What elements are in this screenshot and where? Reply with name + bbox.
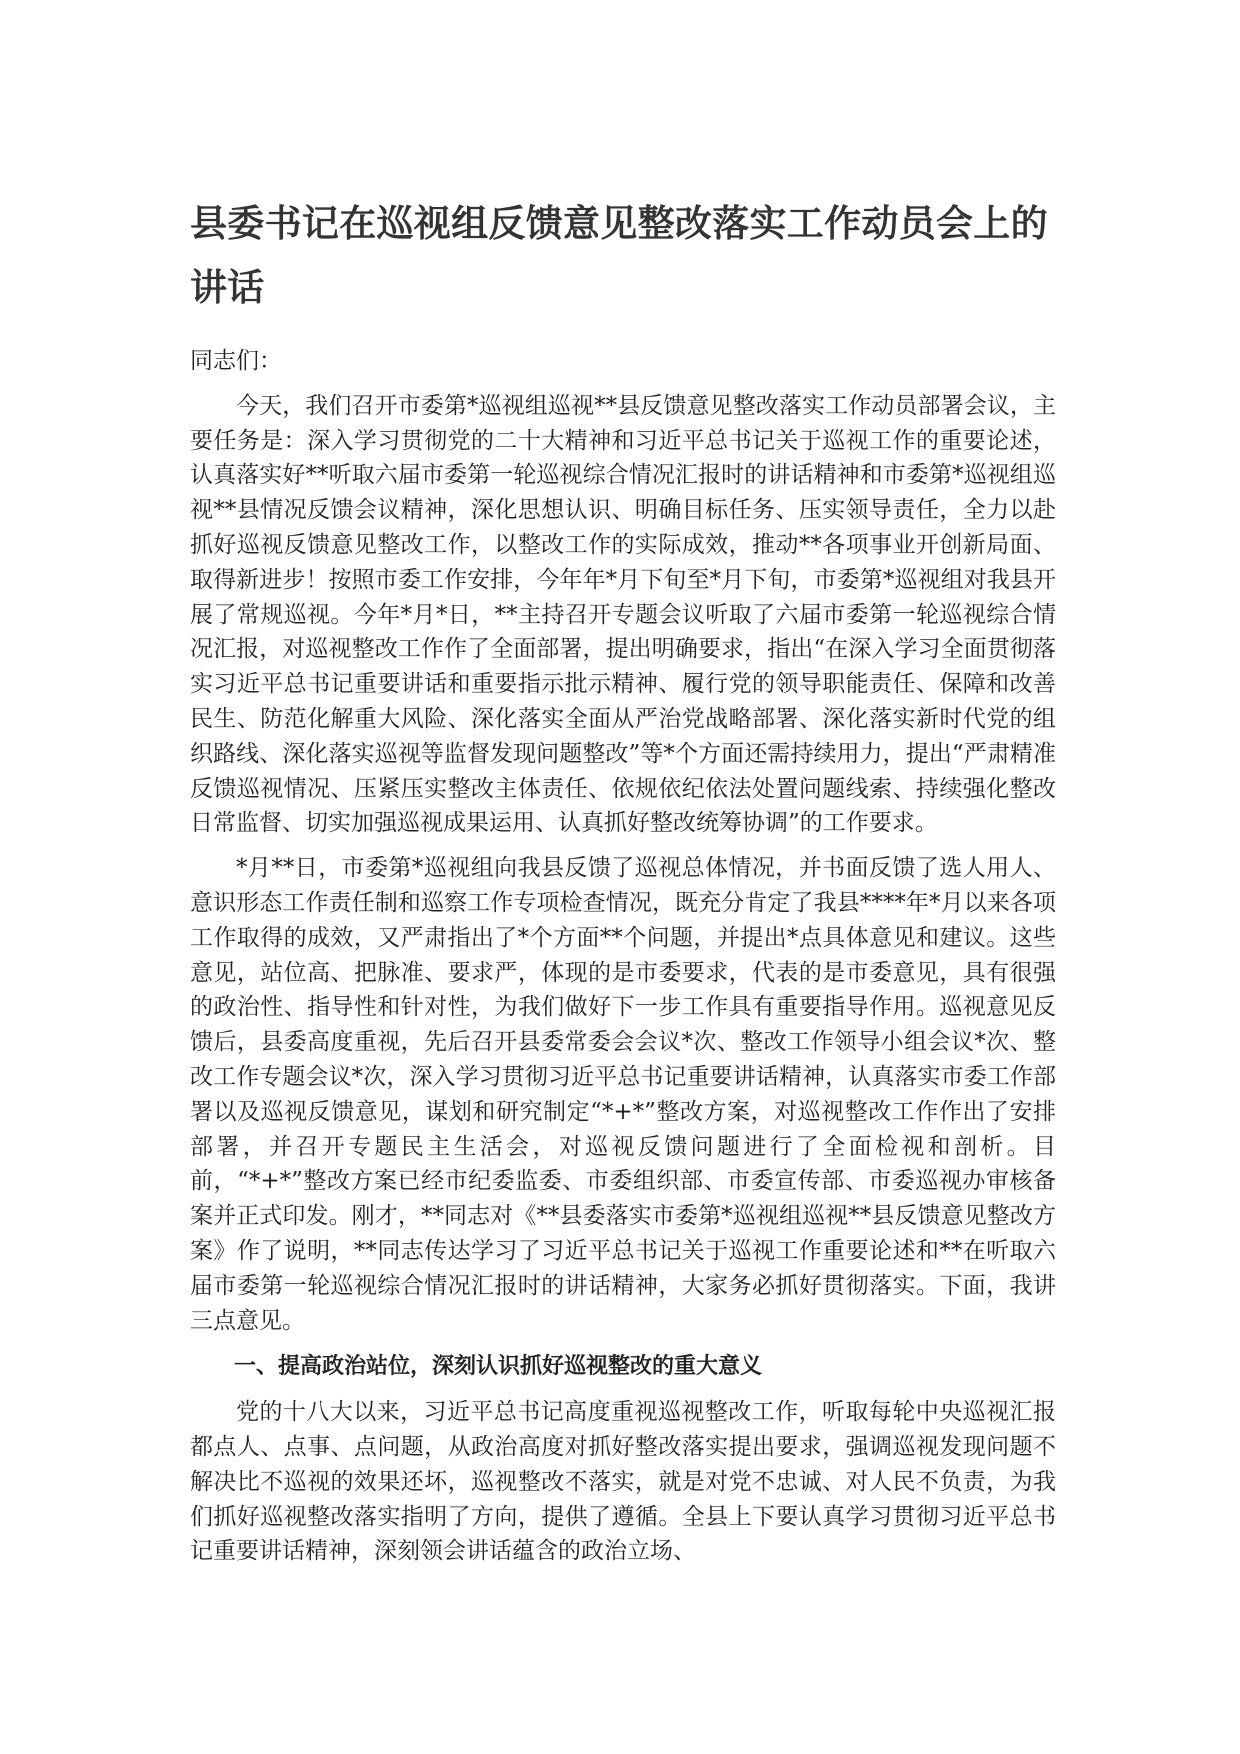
- paragraph-opening: 今天，我们召开市委第*巡视组巡视**县反馈意见整改落实工作动员部署会议，主要任务是：深入学习贯彻党的二十大精神和习近平总书记关于巡视工作的重要论述，认真落实好**听取六届市委第一轮巡视综合情况汇报时的讲话精神和市委第*巡视组巡视**县情况反馈会议精神，深化思想认识、明确目标任务、压实领导责任，全力以赴抓好巡视反馈意见整改工作，以整改工作的实际成效，推动**各项事业开创新局面、取得新进步！按照市委工作安排，今年年*月下旬至*月下旬，市委第*巡视组对我县开展了常规巡视。今年*月*日，**主持召开专题会议听取了六届市委第一轮巡视综合情况汇报，对巡视整改工作作了全面部署，提出明确要求，指出“在深入学习全面贯彻落实习近平总书记重要讲话和重要指示批示精神、履行党的领导职能责任、保障和改善民生、防范化解重大风险、深化落实全面从严治党战略部署、深化落实新时代党的组织路线、深化落实巡视等监督发现问题整改”等*个方面还需持续用力，提出“严肃精准反馈巡视情况、压紧压实整改主体责任、依规依纪依法处置问题线索、持续强化整改日常监督、切实加强巡视成果运用、认真抓好整改统筹协调”的工作要求。: [190, 392, 1056, 837]
- paragraph-feedback: *月**日，市委第*巡视组向我县反馈了巡视总体情况，并书面反馈了选人用人、意识形态工作责任制和巡察工作专项检查情况，既充分肯定了我县****年*月以来各项工作取得的成效，又严肃指出了*个方面**个问题，并提出*点具体意见和建议。这些意见，站位高、把脉准、要求严，体现的是市委要求，代表的是市委意见，具有很强的政治性、指导性和针对性，为我们做好下一步工作具有重要指导作用。巡视意见反馈后，县委高度重视，先后召开县委常委会会议*次、整改工作领导小组会议*次、整改工作专题会议*次，深入学习贯彻习近平总书记重要讲话精神，认真落实市委工作部署以及巡视反馈意见，谋划和研究制定“*+*”整改方案，对巡视整改工作作出了安排部署，并召开专题民主生活会，对巡视反馈问题进行了全面检视和剖析。目前，“*+*”整改方案已经市纪委监委、市委组织部、市委宣传部、市委巡视办审核备案并正式印发。刚才，**同志对《**县委落实市委第*巡视组巡视**县反馈意见整改方案》作了说明，**同志传达学习了习近平总书记关于巡视工作重要论述和**在听取六届市委第一轮巡视综合情况汇报时的讲话精神，大家务必抓好贯彻落实。下面，我讲三点意见。: [190, 855, 1057, 1334]
- document-page: [190, 192, 1056, 1569]
- section-heading-1: 一、提高政治站位，深刻认识抓好巡视整改的重大意义: [234, 1354, 763, 1380]
- salutation: 同志们：: [190, 348, 282, 374]
- document-title: 县委书记在巡视组反馈意见整改落实工作动员会上的讲话: [190, 202, 1048, 309]
- paragraph-section-1: 党的十八大以来，习近平总书记高度重视巡视整改工作，听取每轮中央巡视汇报都点人、点事、点问题，从政治高度对抓好整改落实提出要求，强调巡视发现问题不解决比不巡视的效果还坏，巡视整改不落实，就是对党不忠诚、对人民不负责，为我们抓好巡视整改落实指明了方向，提供了遵循。全县上下要认真学习贯彻习近平总书记重要讲话精神，深刻领会讲话蕴含的政治立场、: [190, 1399, 1056, 1565]
